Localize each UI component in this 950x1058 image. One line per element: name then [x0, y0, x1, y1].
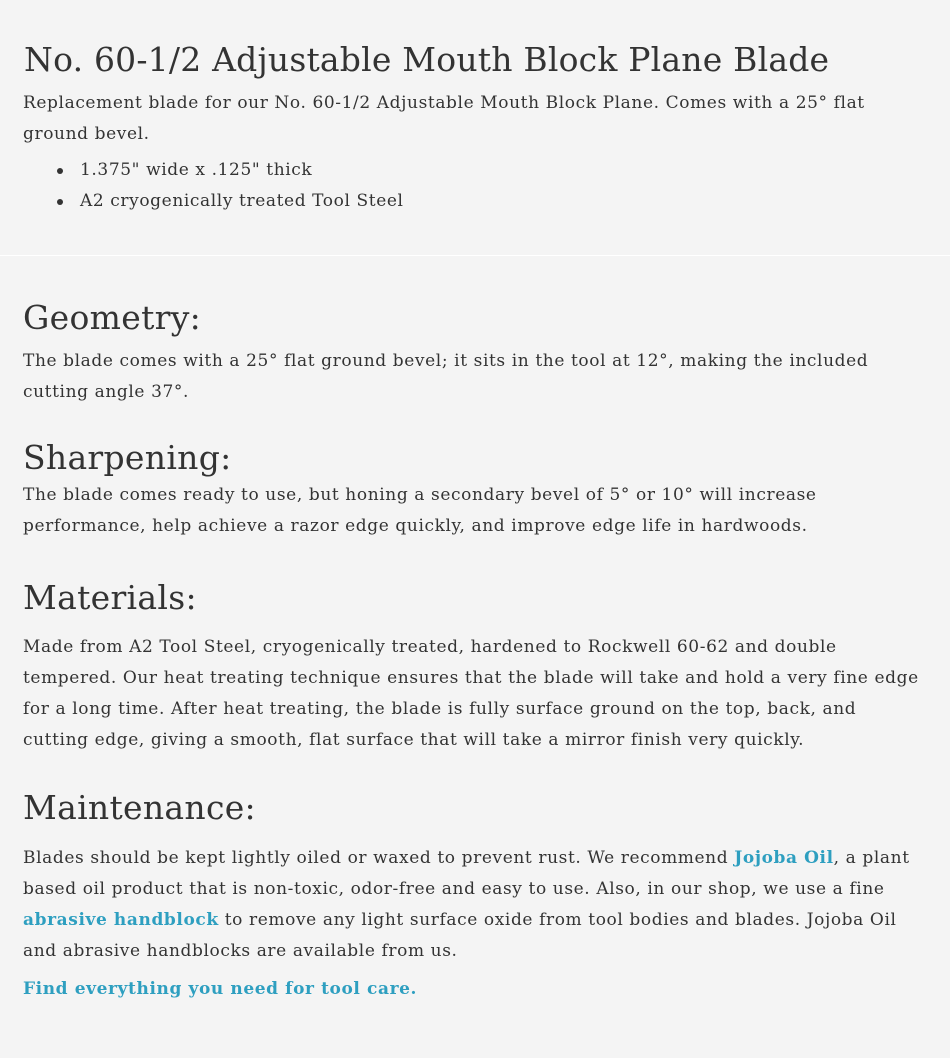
abrasive-handblock-link[interactable]: abrasive handblock [23, 910, 219, 930]
maintenance-text-part-3: to remove any light surface oxide from tool bodies and blades. Jojoba Oil and abrasive handblocks are available from us. [23, 910, 897, 961]
product-intro: Replacement blade for our No. 60-1/2 Adjustable Mouth Block Plane. Comes with a 25° flat ground bevel. [23, 93, 865, 144]
maintenance-heading: Maintenance: [23, 788, 256, 827]
maintenance-text [23, 843, 927, 967]
sharpening-section [23, 436, 927, 542]
spec-list [57, 155, 927, 217]
maintenance-text-part-2: , a plant based oil product that is non-toxic, odor-free and easy to use. Also, in our shop, we use a fine [23, 848, 910, 899]
product-summary [0, 0, 950, 256]
sharpening-text: The blade comes ready to use, but honing a secondary bevel of 5° or 10° will increase performance, help achieve a razor edge quickly, and improve edge life in hardwoods. [23, 485, 817, 536]
tool-care-link[interactable]: Find everything you need for tool care. [23, 979, 418, 999]
geometry-text: The blade comes with a 25° flat ground bevel; it sits in the tool at 12°, making the included cutting angle 37°. [23, 351, 869, 402]
product-title: No. 60-1/2 Adjustable Mouth Block Plane Blade [24, 40, 830, 79]
geometry-section [23, 296, 927, 408]
materials-text: Made from A2 Tool Steel, cryogenically treated, hardened to Rockwell 60-62 and double tempered. Our heat treating technique ensures that the blade will take and hold a very fine edge for a long time. After heat treating, the blade is fully surface ground on the top, back, and cutting edge, giving a smooth, flat surface that will take a mirror finish very quickly. [23, 637, 919, 750]
spec-item-material: A2 cryogenically treated Tool Steel [57, 186, 927, 217]
product-details [0, 256, 950, 1005]
materials-section [23, 576, 927, 756]
jojoba-oil-link[interactable]: Jojoba Oil [734, 848, 834, 868]
spec-item-dimensions: 1.375" wide x .125" thick [57, 155, 927, 186]
geometry-heading: Geometry: [23, 298, 202, 337]
maintenance-text-part-1: Blades should be kept lightly oiled or waxed to prevent rust. We recommend [23, 848, 735, 868]
sharpening-heading: Sharpening: [23, 438, 232, 477]
materials-heading: Materials: [23, 578, 197, 617]
maintenance-section [23, 786, 927, 1005]
